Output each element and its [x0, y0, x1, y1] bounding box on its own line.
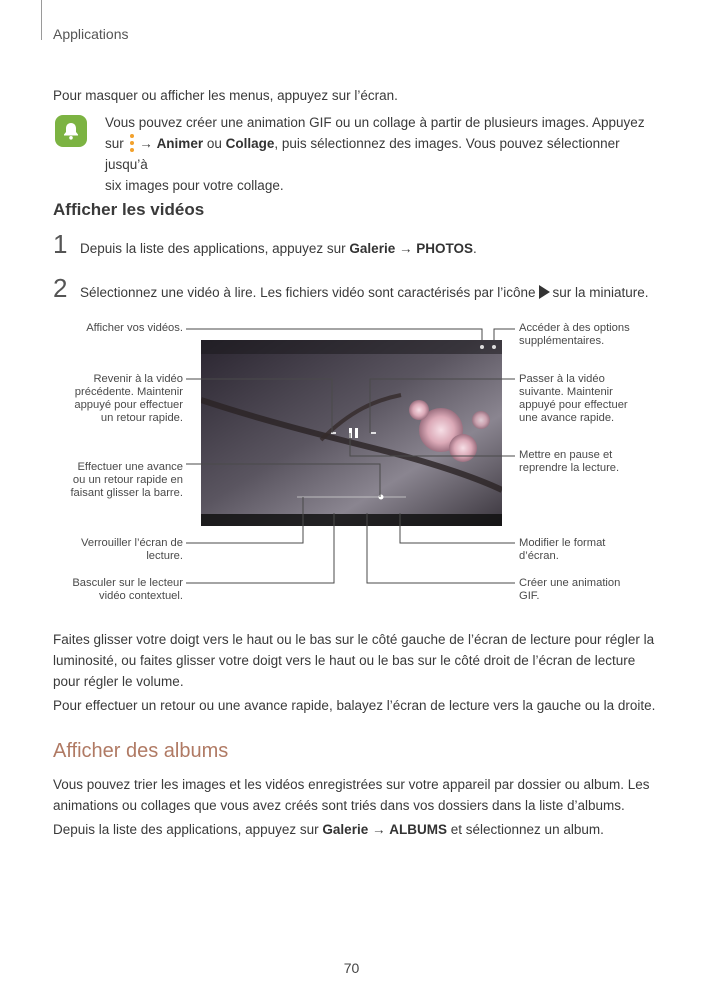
albums-paragraph-2: Depuis la liste des applications, appuyez sur Galerie → ALBUMS et sélectionnez un album.	[53, 822, 604, 837]
caption-view-videos: Afficher vos vidéos.	[86, 322, 183, 334]
caption-previous-video: Revenir à la vidéo précédente. Maintenir appuyé pour effectuer un retour rapide.	[74, 373, 183, 424]
step-1-text: Depuis la liste des applications, appuyez sur Galerie → PHOTOS.	[80, 241, 477, 256]
caption-more-options: Accéder à des options supplémentaires.	[519, 322, 630, 347]
body-paragraph-2: Pour effectuer un retour ou une avance rapide, balayez l’écran de lecture vers la gauche ou la droite.	[53, 698, 656, 713]
animer-label: Animer	[156, 136, 204, 151]
step-2-number: 2	[53, 273, 68, 303]
caption-screen-ratio: Modifier le format d’écran.	[519, 537, 606, 562]
page-header: Applications	[53, 26, 129, 42]
intro-text: Pour masquer ou afficher les menus, appuyez sur l’écran.	[53, 88, 398, 103]
caption-lock-screen: Verrouiller l’écran de lecture.	[81, 537, 183, 562]
caption-pause-play: Mettre en pause et reprendre la lecture.	[519, 449, 620, 474]
albums-paragraph-1: Vous pouvez trier les images et les vidéos enregistrées sur votre appareil par dossier ou album. Les animations ou collages que vous avez créés sont triés dans vos dossiers dans la liste d’albums.	[53, 777, 650, 813]
caption-popup-player: Basculer sur le lecteur vidéo contextuel.	[72, 577, 183, 602]
collage-label: Collage	[225, 136, 275, 151]
caption-seek-bar: Effectuer une avance ou un retour rapide en faisant glisser la barre.	[70, 461, 183, 499]
note-line-1: Vous pouvez créer une animation GIF ou un collage à partir de plusieurs images. Appuyez	[105, 115, 645, 130]
step-2-text: Sélectionnez une vidéo à lire. Les fichiers vidéo sont caractérisés par l’icône sur la miniature.	[80, 285, 649, 300]
note-line-2: sur → Animer ou Collage, puis sélectionnez des images. Vous pouvez sélectionner jusqu’à	[105, 136, 620, 172]
caption-next-video: Passer à la vidéo suivante. Maintenir appuyé pour effectuer une avance rapide.	[519, 373, 628, 424]
section-title-albums: Afficher des albums	[53, 740, 229, 762]
step-1-number: 1	[53, 229, 68, 259]
page-number: 70	[343, 960, 360, 976]
caption-create-gif: Créer une animation GIF.	[519, 577, 621, 602]
section-title-videos: Afficher les vidéos	[53, 200, 205, 219]
body-paragraph-1: Faites glisser votre doigt vers le haut ou le bas sur le côté gauche de l’écran de lecture pour régler la luminosité, ou faites glisser votre doigt vers le haut ou le bas sur le côté droit de l’écran de lecture pour régler le volume.	[53, 632, 655, 689]
note-line-3: six images pour votre collage.	[105, 178, 284, 193]
